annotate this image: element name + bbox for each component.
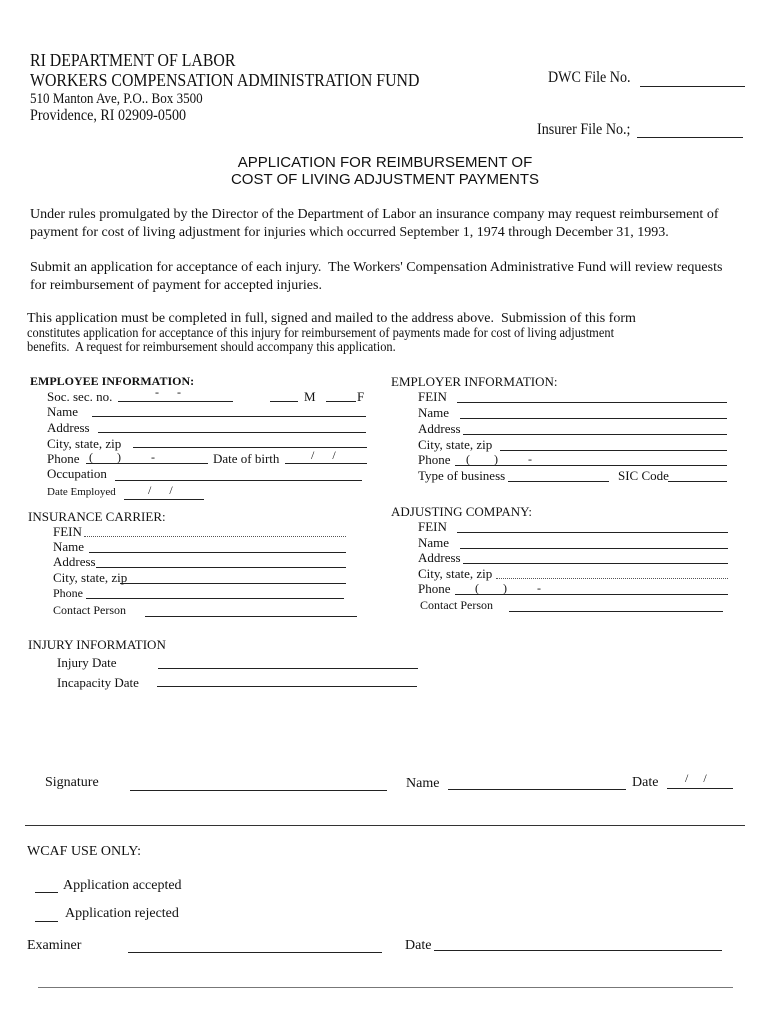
employer-city-label: City, state, zip xyxy=(418,437,493,452)
employer-name-field[interactable] xyxy=(460,418,727,419)
adjusting-name-label: Name xyxy=(418,535,450,550)
injury-date-label: Injury Date xyxy=(57,655,117,670)
rejected-label: Application rejected xyxy=(65,906,179,921)
employee-name-field[interactable] xyxy=(92,416,366,417)
adjusting-phone-label: Phone xyxy=(418,581,451,596)
carrier-name-field[interactable] xyxy=(89,552,346,553)
signature-field[interactable] xyxy=(130,790,387,791)
sign-date-format: / / xyxy=(685,771,707,785)
employee-heading: EMPLOYEE INFORMATION: xyxy=(30,374,195,388)
adjusting-phone-field[interactable] xyxy=(455,594,728,595)
dob-field[interactable] xyxy=(285,463,367,464)
sic-code-label: SIC Code xyxy=(618,468,669,483)
employer-fein-label: FEIN xyxy=(418,389,447,404)
sign-name-label: Name xyxy=(406,776,440,791)
injury-date-field[interactable] xyxy=(158,668,418,669)
insurer-file-field[interactable] xyxy=(637,137,743,138)
signature-label: Signature xyxy=(45,775,99,790)
ssn-separators: - - xyxy=(155,385,181,399)
dob-format: / / xyxy=(311,448,336,462)
employee-address-field[interactable] xyxy=(98,432,366,433)
business-type-label: Type of business xyxy=(418,468,506,483)
incapacity-date-label: Incapacity Date xyxy=(57,675,139,690)
adjusting-name-field[interactable] xyxy=(460,548,728,549)
adjusting-contact-field[interactable] xyxy=(509,611,723,612)
sign-date-label: Date xyxy=(632,775,659,790)
divider xyxy=(25,825,745,826)
carrier-contact-label: Contact Person xyxy=(53,603,126,617)
sign-name-field[interactable] xyxy=(448,789,626,790)
date-employed-field[interactable] xyxy=(124,499,204,500)
employee-phone-label: Phone xyxy=(47,451,80,466)
examiner-field[interactable] xyxy=(128,952,382,953)
adjusting-heading: ADJUSTING COMPANY: xyxy=(391,504,532,519)
employer-phone-format: ( ) - xyxy=(466,452,532,466)
carrier-phone-label: Phone xyxy=(53,586,83,600)
carrier-city-field[interactable] xyxy=(120,583,346,584)
rejected-checkbox[interactable] xyxy=(35,921,58,922)
insurer-file-label: Insurer File No.; xyxy=(537,121,631,138)
wcaf-date-field[interactable] xyxy=(434,950,722,951)
adjusting-contact-label: Contact Person xyxy=(420,598,493,612)
adjusting-address-field[interactable] xyxy=(463,563,728,564)
date-employed-label: Date Employed xyxy=(47,486,116,498)
employer-fein-field[interactable] xyxy=(457,402,727,403)
incapacity-date-field[interactable] xyxy=(157,686,417,687)
intro-p3-l3: benefits. A request for reimbursement should accompany this application. xyxy=(27,339,396,354)
adjusting-address-label: Address xyxy=(418,550,461,565)
carrier-phone-field[interactable] xyxy=(86,598,344,599)
wcaf-heading: WCAF USE ONLY: xyxy=(27,844,141,859)
date-employed-format: / / xyxy=(148,483,173,497)
adjusting-phone-format: ( ) - xyxy=(475,581,541,595)
accepted-checkbox[interactable] xyxy=(35,892,58,893)
occupation-field[interactable] xyxy=(115,480,362,481)
address-line2: Providence, RI 02909-0500 xyxy=(30,107,187,124)
intro-p2-l2: for reimbursement of payment for accepted injuries. xyxy=(30,278,322,293)
intro-p1-l1: Under rules promulgated by the Director of the Department of Labor an insurance company may request reimbursement of xyxy=(30,207,719,222)
carrier-address-field[interactable] xyxy=(96,567,346,568)
address-line1: 510 Manton Ave, P.O.. Box 3500 xyxy=(30,91,203,107)
employee-name-label: Name xyxy=(47,404,79,419)
male-field[interactable] xyxy=(270,401,298,402)
sic-code-field[interactable] xyxy=(668,481,727,482)
adjusting-fein-label: FEIN xyxy=(418,519,447,534)
carrier-heading: INSURANCE CARRIER: xyxy=(28,509,166,524)
employer-name-label: Name xyxy=(418,405,450,420)
form-title-line2: COST OF LIVING ADJUSTMENT PAYMENTS xyxy=(230,171,540,188)
form-title-line1: APPLICATION FOR REIMBURSEMENT OF xyxy=(237,154,533,171)
adjusting-city-label: City, state, zip xyxy=(418,566,493,581)
bottom-divider xyxy=(38,987,733,988)
injury-heading: INJURY INFORMATION xyxy=(28,637,166,652)
examiner-label: Examiner xyxy=(27,938,82,953)
org-line2: WORKERS COMPENSATION ADMINISTRATION FUND xyxy=(30,70,420,90)
male-label: M xyxy=(304,389,316,404)
dwc-file-label: DWC File No. xyxy=(548,69,631,86)
carrier-city-label: City, state, zip xyxy=(53,570,128,585)
employer-phone-label: Phone xyxy=(418,452,451,467)
intro-p1-l2: payment for cost of living adjustment for injuries which occurred September 1, 1974 through December 31, 1993. xyxy=(30,225,669,240)
carrier-address-label: Address xyxy=(53,554,96,569)
employer-address-field[interactable] xyxy=(463,434,727,435)
sign-date-field[interactable] xyxy=(667,788,733,789)
business-type-field[interactable] xyxy=(508,481,609,482)
accepted-label: Application accepted xyxy=(63,878,182,893)
employer-city-field[interactable] xyxy=(500,450,727,451)
wcaf-date-label: Date xyxy=(405,938,432,953)
ssn-field[interactable] xyxy=(118,401,233,402)
intro-p3-l2: constitutes application for acceptance of this injury for reimbursement of payments made for cost of living adjustment xyxy=(27,325,615,340)
adjusting-city-field[interactable] xyxy=(496,578,728,579)
ssn-label: Soc. sec. no. xyxy=(47,389,113,404)
intro-p3-l1: This application must be completed in full, signed and mailed to the address above. Submission of this form xyxy=(27,311,636,326)
employee-phone-field[interactable] xyxy=(86,463,208,464)
employee-city-label: City, state, zip xyxy=(47,436,122,451)
adjusting-fein-field[interactable] xyxy=(457,532,728,533)
employer-heading: EMPLOYER INFORMATION: xyxy=(391,374,558,389)
female-field[interactable] xyxy=(326,401,356,402)
dob-label: Date of birth xyxy=(213,451,280,466)
employer-address-label: Address xyxy=(418,421,461,436)
carrier-name-label: Name xyxy=(53,539,85,554)
female-label: F xyxy=(357,389,365,404)
employer-phone-field[interactable] xyxy=(455,465,727,466)
employee-address-label: Address xyxy=(47,420,90,435)
intro-p2-l1: Submit an application for acceptance of each injury. The Workers' Compensation Administrative Fund will review requests xyxy=(30,260,723,275)
carrier-fein-label: FEIN xyxy=(53,524,82,539)
employee-phone-format: ( ) - xyxy=(89,450,155,464)
org-line1: RI DEPARTMENT OF LABOR xyxy=(30,50,236,70)
occupation-label: Occupation xyxy=(47,466,107,481)
dwc-file-field[interactable] xyxy=(640,86,745,87)
carrier-contact-field[interactable] xyxy=(145,616,357,617)
carrier-fein-field[interactable] xyxy=(84,536,346,537)
